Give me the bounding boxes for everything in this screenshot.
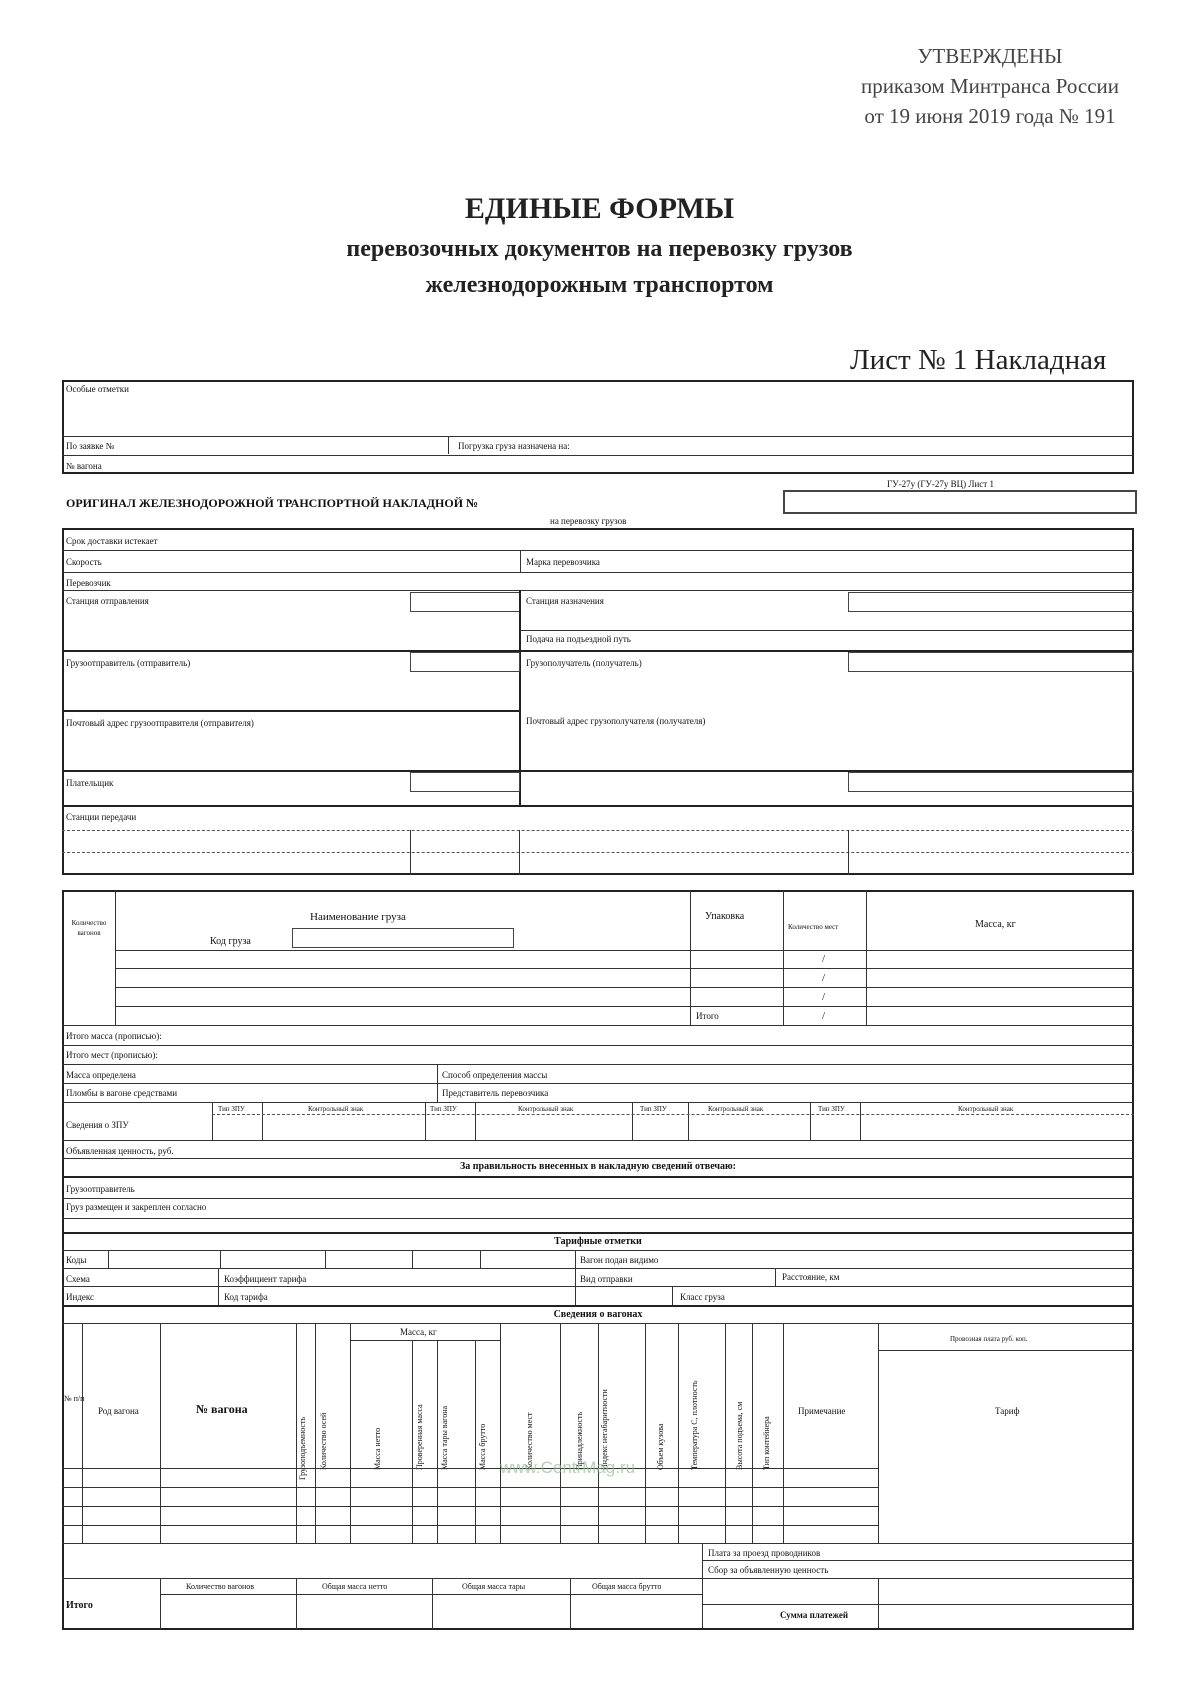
carrier-label: Перевозчик <box>66 578 111 588</box>
shipper-label: Грузоотправитель (отправитель) <box>66 658 191 668</box>
approval-line-1: УТВЕРЖДЕНЫ <box>917 44 1063 68</box>
payer-label: Плательщик <box>66 778 114 788</box>
wagons-col-note: Примечание <box>798 1406 846 1416</box>
destination-code-field[interactable] <box>848 592 1134 612</box>
total-tare-label: Общая масса тары <box>462 1582 526 1591</box>
cargo-placed-label: Груз размещен и закреплен согласно <box>66 1202 207 1212</box>
original-subtitle: на перевозку грузов <box>550 516 627 526</box>
dispatch-type-label: Вид отправки <box>580 1274 633 1284</box>
watermark: www.CentrMag.ru <box>500 1458 636 1477</box>
index-label: Индекс <box>66 1292 95 1302</box>
speed-label: Скорость <box>66 557 102 567</box>
responsible-header: За правильность внесенных в накладную сведений отвечаю: <box>459 1161 737 1172</box>
slash-2: / <box>822 972 826 984</box>
zpu-type-1: Тип ЗПУ <box>218 1105 245 1113</box>
tariff-header: Тарифные отметки <box>554 1236 642 1247</box>
scheme-label: Схема <box>66 1274 90 1284</box>
declared-value-label: Объявленная ценность, руб. <box>66 1146 174 1156</box>
zpu-info-label: Сведения о ЗПУ <box>66 1120 129 1130</box>
cargo-total-label: Итого <box>696 1011 719 1021</box>
loading-assigned-label: Погрузка груза назначена на: <box>458 441 570 451</box>
destination-station-label: Станция назначения <box>526 596 604 606</box>
form-code: ГУ-27у (ГУ-27у ВЦ) Лист 1 <box>887 479 994 489</box>
route-mark-label: Марка перевозчика <box>526 557 600 567</box>
departure-station-label: Станция отправления <box>66 596 149 606</box>
transfer-stations-label: Станции передачи <box>66 812 137 822</box>
invoice-number-field[interactable] <box>783 490 1137 514</box>
slash-1: / <box>822 953 826 965</box>
payer-account-field[interactable] <box>848 772 1134 792</box>
wagons-col-no: № п/п <box>64 1394 85 1403</box>
page-subtitle-1: перевозочных документов на перевозку грузов <box>346 236 853 262</box>
page-subtitle-2: железнодорожным транспортом <box>425 272 774 298</box>
slash-3: / <box>822 991 826 1003</box>
wagons-col-owner: Принадлежность <box>575 1411 584 1470</box>
tariff-coef-label: Коэффициент тарифа <box>224 1274 307 1284</box>
slash-4: / <box>822 1010 826 1022</box>
top-box <box>62 380 1134 474</box>
wagons-col-tare: Масса тары вагона <box>440 1405 449 1470</box>
control-sign-4: Контрольный знак <box>958 1105 1014 1113</box>
wagons-sub-3: Температура С, плотность <box>690 1380 699 1470</box>
cargo-code-field[interactable] <box>292 928 514 948</box>
departure-code-field[interactable] <box>410 592 520 612</box>
sum-payments-label: Сумма платежей <box>780 1610 849 1620</box>
order-no-label: По заявке № <box>66 441 115 451</box>
total-net-label: Общая масса нетто <box>322 1582 388 1591</box>
responsible-shipper-label: Грузоотправитель <box>66 1184 135 1194</box>
codes-label: Коды <box>66 1255 87 1265</box>
total-gross-label: Общая масса брутто <box>592 1582 662 1591</box>
wagons-col-tariff: Тариф <box>995 1406 1020 1416</box>
wagons-col-tare-checked: Проверенная масса <box>415 1404 424 1470</box>
wagons-col-axles: Количество осей <box>319 1412 328 1470</box>
distance-label: Расстояние, км <box>782 1272 840 1282</box>
wagons-col-net: Масса нетто <box>373 1427 382 1470</box>
shipper-address-label: Почтовый адрес грузоотправителя (отправителя) <box>66 718 254 728</box>
wagons-col-type: Род вагона <box>98 1406 139 1416</box>
consignee-label: Грузополучатель (получатель) <box>526 658 642 668</box>
col-mass-label: Масса, кг <box>975 919 1016 930</box>
wagons-col-mass: Масса, кг <box>400 1327 437 1337</box>
wagons-col-capacity: Грузоподъемность <box>298 1416 307 1480</box>
shipper-code-field[interactable] <box>410 652 520 672</box>
original-title: ОРИГИНАЛ ЖЕЛЕЗНОДОРОЖНОЙ ТРАНСПОРТНОЙ НАКЛАДНОЙ № <box>66 496 479 510</box>
mass-method-label: Способ определения массы <box>442 1070 548 1080</box>
col-packing-label: Упаковка <box>705 911 745 922</box>
special-marks-label: Особые отметки <box>66 384 129 394</box>
col-wagons-label: Количество вагонов <box>71 919 107 937</box>
total-wagons-label: Количество вагонов <box>186 1582 255 1591</box>
tariff-code-label: Код тарифа <box>224 1292 268 1302</box>
approval-line-3: от 19 июня 2019 года № 191 <box>864 104 1116 128</box>
wagons-total-label: Итого <box>66 1600 93 1611</box>
mass-determined-label: Масса определена <box>66 1070 136 1080</box>
control-sign-3: Контрольный знак <box>708 1105 764 1113</box>
zpu-type-3: Тип ЗПУ <box>640 1105 667 1113</box>
fee-declared-value-label: Сбор за объявленную ценность <box>708 1565 829 1575</box>
siding-label: Подача на подъездной путь <box>526 634 631 644</box>
wagons-col-places: Количество мест <box>525 1412 534 1470</box>
col-name-label: Наименование груза <box>310 911 406 923</box>
zpu-type-4: Тип ЗПУ <box>818 1105 845 1113</box>
carrier-rep-label: Представитель перевозчика <box>442 1088 549 1098</box>
delivery-term-label: Срок доставки истекает <box>66 536 158 546</box>
wagons-col-container: Тип контейнера <box>762 1416 771 1470</box>
total-places-words-label: Итого мест (прописью): <box>66 1050 158 1060</box>
fee-conductors-label: Плата за проезд проводников <box>708 1548 821 1558</box>
wagons-sub-1: Индекс негабаритности <box>600 1389 609 1470</box>
total-mass-words-label: Итого масса (прописью): <box>66 1031 162 1041</box>
cargo-class-label: Класс груза <box>680 1292 725 1302</box>
sheet-label: Лист № 1 Накладная <box>850 344 1107 376</box>
col-places-label: Количество мест <box>788 923 839 931</box>
consignee-code-field[interactable] <box>848 652 1134 672</box>
consignee-address-label: Почтовый адрес грузополучателя (получателя) <box>526 716 706 726</box>
control-sign-2: Контрольный знак <box>518 1105 574 1113</box>
zpu-type-2: Тип ЗПУ <box>430 1105 457 1113</box>
wagons-col-wagon-no: № вагона <box>196 1402 248 1416</box>
col-code-label: Код груза <box>210 936 251 947</box>
wagons-header: Сведения о вагонах <box>553 1309 643 1320</box>
wagons-col-payment: Провозная плата руб. коп. <box>950 1335 1028 1343</box>
control-sign-1: Контрольный знак <box>308 1105 364 1113</box>
wagons-sub-2: Объем кузова <box>656 1423 665 1470</box>
payer-code-field[interactable] <box>410 772 520 792</box>
wagons-col-height: Высота подъема, см <box>735 1401 744 1470</box>
page-title: ЕДИНЫЕ ФОРМЫ <box>464 192 735 225</box>
wagons-col-gross: Масса брутто <box>478 1423 487 1470</box>
approval-line-2: приказом Минтранса России <box>860 74 1120 98</box>
seals-label: Пломбы в вагоне средствами <box>66 1088 178 1098</box>
wagon-sent-label: Вагон подан видимо <box>580 1255 659 1265</box>
shipment-no-label: № вагона <box>66 461 102 471</box>
parties-box <box>62 528 1134 875</box>
